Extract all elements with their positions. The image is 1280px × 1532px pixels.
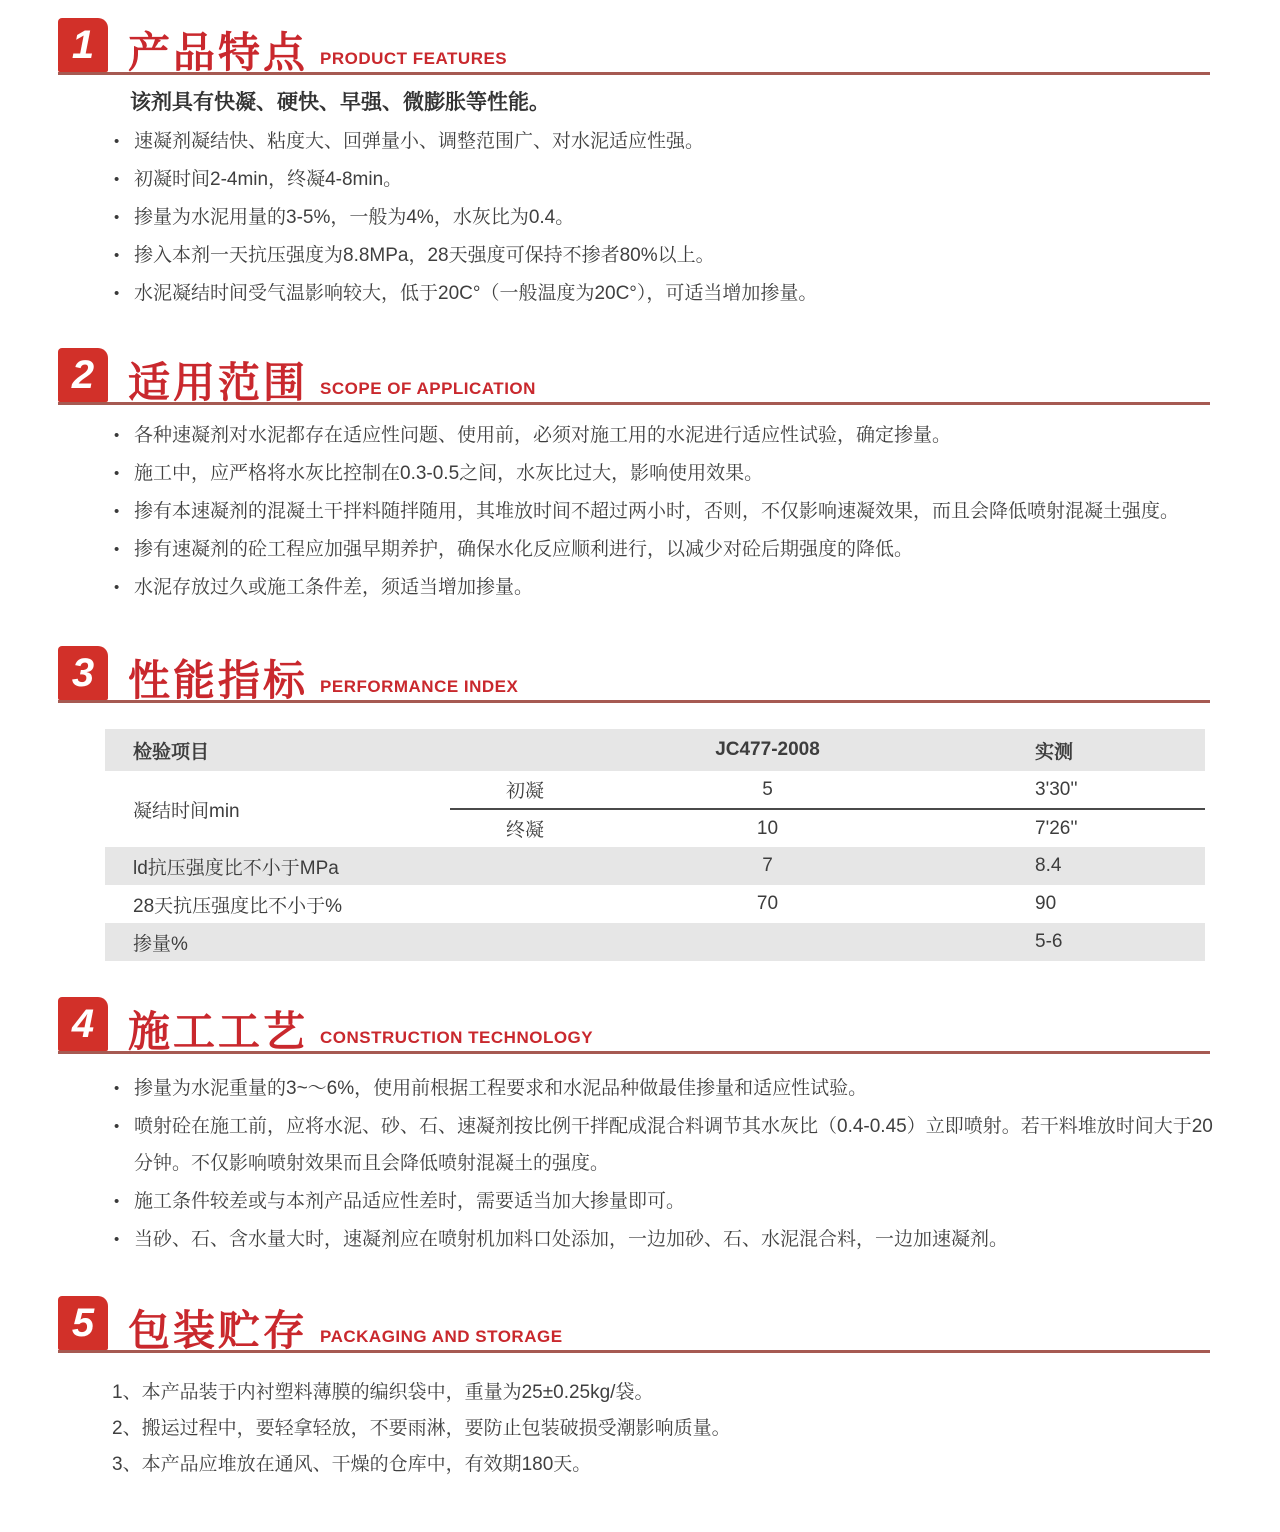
section-2-number-badge: 2 (58, 348, 108, 402)
section-1-intro-text: 该剂具有快凝、硬快、早强、微膨胀等性能。 (130, 91, 550, 114)
table-cell-measured: 3'30'' (1035, 778, 1078, 800)
bullet-item: • 水泥存放过久或施工条件差，须适当增加掺量。 (112, 569, 1220, 606)
section-4-bullet-list (0, 1070, 1280, 1258)
table-cell-sub: 终凝 (450, 809, 600, 847)
table-cell-measured: 5-6 (1035, 931, 1063, 952)
section-3-header (58, 646, 1210, 703)
bullet-item: • 施工条件较差或与本剂产品适应性差时，需要适当加大掺量即可。 (112, 1183, 1220, 1220)
table-cell-standard: 70 (756, 893, 779, 914)
table-row-1d-strength (105, 847, 1205, 885)
section-1-bullet-list (0, 123, 1280, 312)
section-scope-of-application (0, 348, 1280, 606)
bullet-item: • 各种速凝剂对水泥都存在适应性问题、使用前，必须对施工用的水泥进行适应性试验，确定掺量。 (112, 417, 1220, 454)
bullet-item: • 水泥凝结时间受气温影响较大，低于20C°（一般温度为20C°），可适当增加掺量。 (112, 275, 1220, 312)
column-header-standard: JC477-2008 (715, 739, 820, 760)
section-2-subtitle: SCOPE OF APPLICATION (320, 379, 536, 398)
section-2-header (58, 348, 1210, 405)
section-5-subtitle: PACKAGING AND STORAGE (320, 1327, 563, 1346)
table-row-dosage (105, 923, 1205, 961)
numbered-item: 2、搬运过程中，要轻拿轻放，不要雨淋，要防止包装破损受潮影响质量。 (112, 1418, 731, 1439)
bullet-item: • 掺入本剂一天抗压强度为8.8MPa，28天强度可保持不掺者80%以上。 (112, 237, 1220, 274)
column-header-sub (450, 729, 600, 771)
section-construction-technology (0, 997, 1280, 1258)
section-5-title: 包装贮存 (128, 1307, 309, 1354)
table-cell-standard: 10 (600, 809, 935, 847)
table-cell-measured: 7'26'' (935, 809, 1205, 847)
section-1-header (58, 18, 1210, 75)
section-2-title: 适用范围 (128, 359, 309, 406)
table-header-row (105, 729, 1205, 771)
bullet-item: • 喷射砼在施工前，应将水泥、砂、石、速凝剂按比例干拌配成混合料调节其水灰比（0.4-0.45）立即喷射。若干料堆放时间大于20分钟。不仅影响喷射效果而且会降低喷射混凝土的强度。 (112, 1108, 1220, 1182)
section-5-item-list (112, 1375, 1220, 1483)
bullet-item: • 掺量为水泥重量的3~～6%，使用前根据工程要求和水泥品种做最佳掺量和适应性试验。 (112, 1070, 1220, 1107)
section-3-subtitle: PERFORMANCE INDEX (320, 677, 519, 696)
numbered-item: 3、本产品应堆放在通风、干燥的仓库中，有效期180天。 (112, 1454, 592, 1475)
performance-table (105, 729, 1205, 961)
bullet-item: • 初凝时间2-4min，终凝4-8min。 (112, 161, 1220, 198)
table-cell-standard: 5 (762, 778, 773, 800)
section-5-number-badge: 5 (58, 1296, 108, 1350)
table-row-setting-initial (105, 771, 1205, 809)
bullet-item: • 掺有本速凝剂的混凝土干拌料随拌随用，其堆放时间不超过两小时，否则，不仅影响速凝效果，而且会降低喷射混凝土强度。 (112, 493, 1220, 530)
table-cell-item: 凝结时间min (133, 800, 240, 822)
bullet-item: • 掺量为水泥用量的3-5%，一般为4%，水灰比为0.4。 (112, 199, 1220, 236)
section-1-subtitle: PRODUCT FEATURES (320, 49, 508, 68)
section-packaging-and-storage (0, 1296, 1280, 1483)
bullet-item: • 当砂、石、含水量大时，速凝剂应在喷射机加料口处添加，一边加砂、石、水泥混合料，一边加速凝剂。 (112, 1221, 1220, 1258)
section-4-number-badge: 4 (58, 997, 108, 1051)
table-cell-item: 28天抗压强度比不小于% (133, 895, 343, 917)
table-row-28d-strength (105, 885, 1205, 923)
section-1-number-badge: 1 (58, 18, 108, 72)
bullet-item: • 掺有速凝剂的砼工程应加强早期养护，确保水化反应顺利进行，以减少对砼后期强度的降低。 (112, 531, 1220, 568)
section-3-number-badge: 3 (58, 646, 108, 700)
numbered-item: 1、本产品装于内衬塑料薄膜的编织袋中，重量为25±0.25kg/袋。 (112, 1382, 654, 1403)
section-1-title: 产品特点 (128, 29, 309, 76)
section-5-header (58, 1296, 1210, 1353)
column-header-item: 检验项目 (133, 741, 210, 763)
section-4-subtitle: CONSTRUCTION TECHNOLOGY (320, 1028, 594, 1047)
section-3-title: 性能指标 (128, 657, 309, 704)
bullet-item: • 速凝剂凝结快、粘度大、回弹量小、调整范围广、对水泥适应性强。 (112, 123, 1220, 160)
table-cell-measured: 8.4 (1035, 855, 1062, 876)
table-cell-item: 掺量% (133, 933, 188, 955)
section-product-features (0, 18, 1280, 312)
table-cell-item: ld抗压强度比不小于MPa (133, 857, 339, 879)
section-4-title: 施工工艺 (128, 1008, 309, 1055)
table-cell-standard: 7 (762, 855, 773, 876)
section-2-bullet-list (0, 417, 1280, 606)
section-4-header (58, 997, 1210, 1054)
table-cell-standard (600, 923, 935, 961)
table-cell-sub: 初凝 (505, 781, 544, 802)
bullet-item: • 施工中，应严格将水灰比控制在0.3-0.5之间，水灰比过大，影响使用效果。 (112, 455, 1220, 492)
section-performance-index (0, 646, 1280, 961)
column-header-measured: 实测 (1035, 741, 1074, 763)
table-cell-measured: 90 (1035, 893, 1057, 914)
